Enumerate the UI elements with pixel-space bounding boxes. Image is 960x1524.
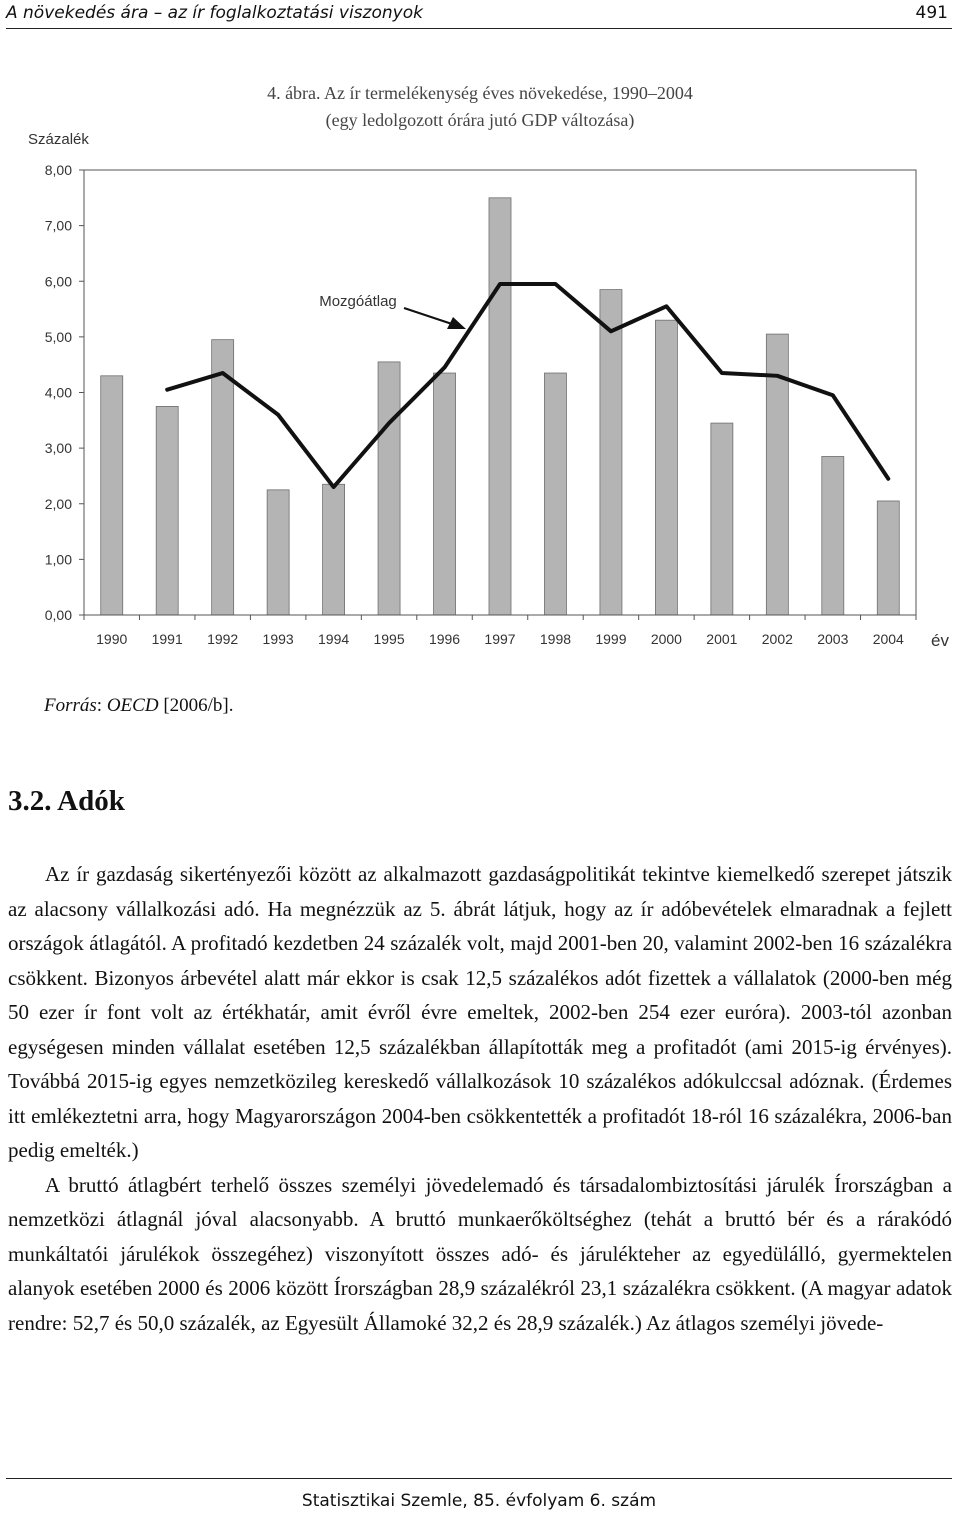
x-tick-label: 1999 bbox=[595, 631, 627, 647]
line-point bbox=[222, 373, 223, 374]
running-header bbox=[6, 0, 952, 29]
annotation-label: Mozgóátlag bbox=[319, 293, 397, 310]
bar bbox=[711, 423, 733, 615]
line-point bbox=[444, 367, 445, 368]
paragraph: Az ír gazdaság sikertényezői között az alkalmazott gazdaságpolitikát tekintve kiemelkedő szerepet játszik az alacsony vállalkozási adó. Ha megnézzük az 5. ábrát látjuk, hogy az ír adóbevételek elmaradnak a fejlett országok átlagától. A profitadó kezdetben 24 százalék volt, majd 2001-ben 20, valamint 2002-ben 16 százalékra csökkent. Bizonyos árbevétel alatt már ekkor is csak 12,5 százalékos adót fizettek a vállalatok (2000-ben még 50 ezer ír font volt az értékhatár, amit évről évre emeltek, 2002-ben 254 ezer euróra). 2003-tól azonban egységesen minden vállalat esetében 12,5 százalékban állapították meg a profitadót (ami 2015-ig érvényes). Továbbá 2015-ig egyes nemzetközileg kereskedő vállalkozások 10 százalékos adókulccsal adóznak. (Érdemes itt emlékeztetni arra, hogy Magyarországon 2004-ben csökkentették a profitadót 18-ról 16 százalékra, 2006-ban pedig emelték.) bbox=[8, 862, 952, 1162]
bar bbox=[434, 373, 456, 615]
line-point bbox=[389, 423, 390, 424]
y-tick-label: 8,00 bbox=[44, 162, 72, 178]
bar bbox=[156, 406, 178, 615]
x-tick-label: 2002 bbox=[761, 631, 793, 647]
bar bbox=[267, 490, 289, 615]
bar bbox=[378, 362, 400, 615]
page-number: 491 bbox=[915, 3, 948, 23]
y-tick-label: 4,00 bbox=[44, 384, 72, 401]
x-tick-label: 2000 bbox=[650, 631, 682, 647]
y-axis-unit-label: Százalék bbox=[28, 131, 89, 148]
x-tick-label: 2001 bbox=[706, 631, 738, 647]
running-footer: Statisztikai Szemle, 85. évfolyam 6. szám bbox=[6, 1478, 952, 1524]
x-tick-label: 1992 bbox=[207, 631, 239, 647]
line-point bbox=[610, 331, 611, 332]
moving-average-annotation bbox=[319, 293, 466, 329]
line-point bbox=[333, 487, 334, 488]
source-reference: [2006/b]. bbox=[163, 695, 234, 716]
y-axis bbox=[45, 162, 84, 623]
line-point bbox=[666, 306, 667, 307]
x-axis-title: év bbox=[931, 631, 949, 650]
y-tick-label: 6,00 bbox=[44, 273, 72, 290]
figure-source bbox=[44, 695, 234, 717]
paragraph: A bruttó átlagbért terhelő összes személyi jövedelemadó és társadalombiztosítási járulék Írországban a nemzetközi átlagnál jóval alacsonyabb. A bruttó munkaerőköltséghez (tehát a bruttó bér és a rárakódó munkáltatói járulékok összegéhez) viszonyított összes adó- és járulékteher az egyedülálló, gyermektelen alanyok esetében 2000 és 2006 között Írországban 28,9 százalékról 23,1 százalékra csökkent. (A magyar adatok rendre: 52,7 és 50,0 százalék, az Egyesült Államoké 32,2 és 28,9 százalék.) Az átlagos személyi jövede- bbox=[8, 1172, 952, 1335]
line-point bbox=[777, 375, 778, 376]
bar bbox=[655, 320, 677, 615]
bar bbox=[600, 290, 622, 615]
x-tick-label: 1997 bbox=[484, 631, 516, 647]
bar bbox=[101, 376, 123, 615]
x-tick-label: 1990 bbox=[96, 631, 128, 647]
source-label: Forrás bbox=[44, 695, 97, 716]
x-tick-label: 2004 bbox=[872, 631, 904, 647]
x-tick-label: 2003 bbox=[817, 631, 849, 647]
y-tick-label: 7,00 bbox=[44, 217, 72, 234]
line-point bbox=[500, 284, 501, 285]
y-tick-label: 2,00 bbox=[44, 495, 72, 512]
bar bbox=[323, 484, 345, 615]
bar bbox=[877, 501, 899, 615]
y-tick-label: 3,00 bbox=[44, 440, 72, 457]
x-tick-label: 1993 bbox=[262, 631, 294, 647]
figure-caption-subtitle: (egy ledolgozott órára jutó GDP változása) bbox=[325, 110, 635, 130]
line-point bbox=[888, 478, 889, 479]
figure-caption bbox=[200, 80, 760, 134]
running-header-title: A növekedés ára – az ír foglalkoztatási viszonyok bbox=[6, 3, 423, 23]
figure-caption-title: 4. ábra. Az ír termelékenység éves növekedése, 1990–2004 bbox=[267, 83, 693, 103]
line-point bbox=[167, 389, 168, 390]
line-point bbox=[278, 414, 279, 415]
y-tick-label: 0,00 bbox=[44, 607, 72, 623]
x-tick-label: 1998 bbox=[539, 631, 572, 647]
x-axis bbox=[84, 615, 949, 650]
annotation-arrow-shaft bbox=[404, 308, 452, 324]
bar bbox=[822, 456, 844, 615]
source-name: OECD bbox=[106, 695, 159, 716]
productivity-chart bbox=[0, 150, 960, 670]
x-tick-label: 1994 bbox=[318, 631, 350, 647]
line-point bbox=[555, 284, 556, 285]
y-tick-label: 1,00 bbox=[44, 551, 72, 568]
line-point bbox=[832, 395, 833, 396]
x-tick-label: 1995 bbox=[373, 631, 405, 647]
bar bbox=[544, 373, 566, 615]
bar bbox=[489, 198, 511, 615]
x-tick-label: 1991 bbox=[151, 631, 183, 647]
body-text bbox=[8, 857, 952, 1340]
source-colon: : bbox=[96, 695, 107, 716]
y-tick-label: 5,00 bbox=[44, 328, 72, 345]
section-heading: 3.2. Adók bbox=[8, 785, 125, 817]
line-point bbox=[721, 373, 722, 374]
x-tick-label: 1996 bbox=[428, 631, 461, 647]
bar-series bbox=[101, 198, 900, 615]
